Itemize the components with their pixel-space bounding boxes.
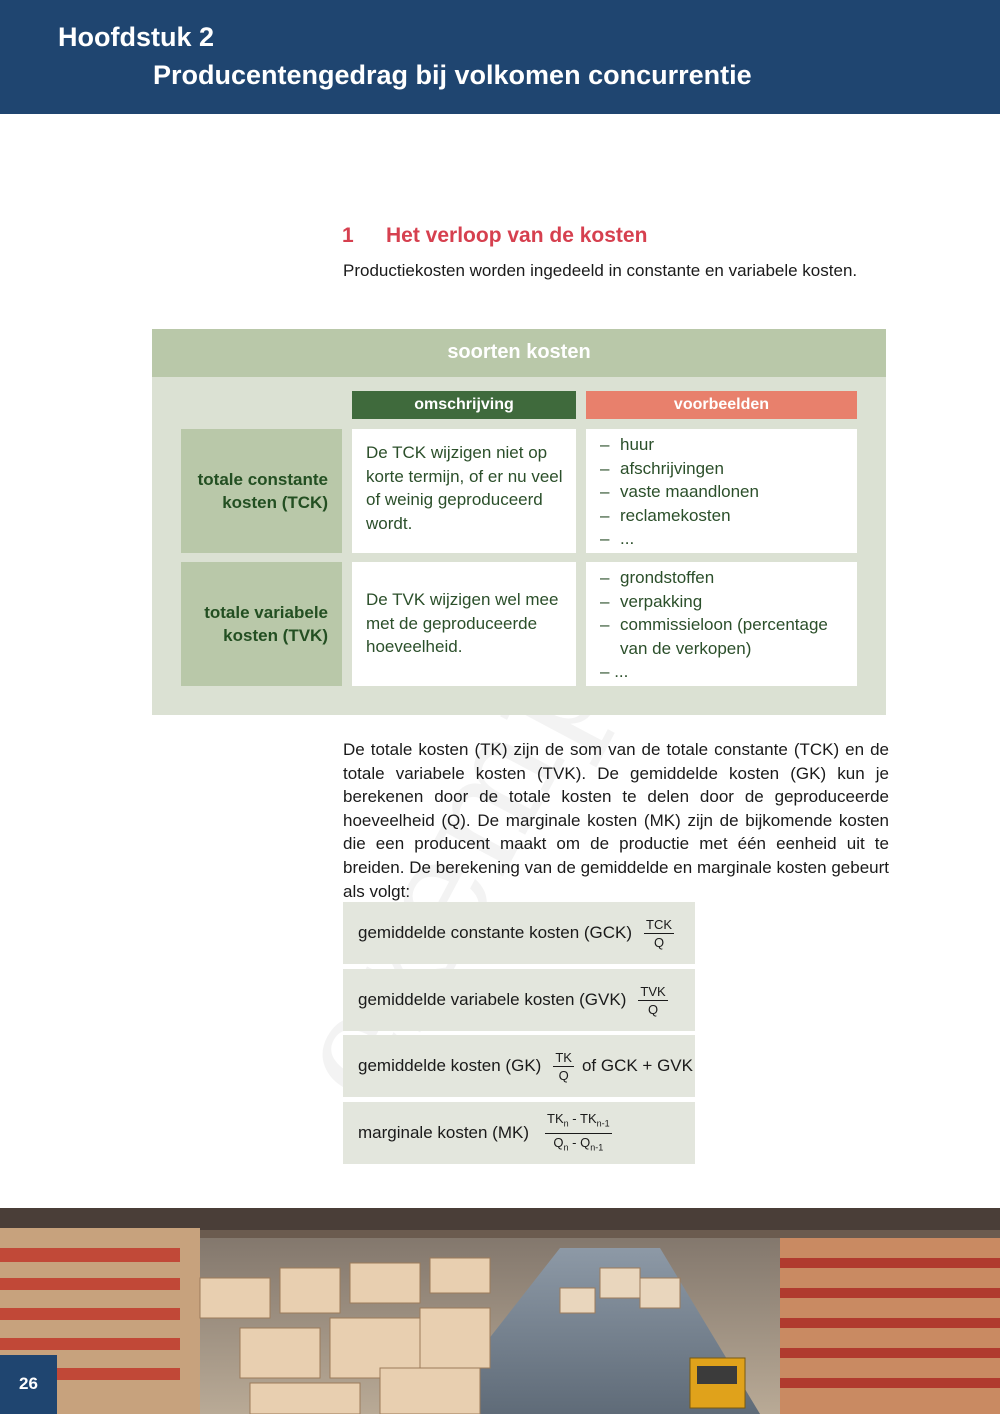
minus-sign: - bbox=[572, 1134, 577, 1150]
formula-label: marginale kosten (MK) bbox=[358, 1123, 530, 1142]
fraction bbox=[638, 984, 667, 1017]
formula-label: gemiddelde constante kosten (GCK) bbox=[358, 923, 633, 942]
term: Q bbox=[553, 1134, 564, 1150]
term: TK bbox=[580, 1110, 597, 1126]
fraction-numerator: TCK bbox=[646, 916, 673, 932]
list-item: – verpakking bbox=[600, 590, 849, 614]
body-paragraph: De totale kosten (TK) zijn de som van de totale constante (TCK) en de totale variabele kosten (TVK). De gemiddelde kosten (GK) kun je berekenen door de totale kosten te delen door de geproduceerde hoeveelheid (Q). De marginale kosten (MK) zijn de bijkomende kosten die een producent maakt om de productie met één eenheid uit te breiden. De berekening van de gemiddelde en marginale kosten gebeurt als volgt: bbox=[343, 740, 889, 901]
description-constant-costs: De TCK wijzigen niet op korte termijn, of er nu veel of weinig geproduceerd wordt. bbox=[352, 429, 576, 553]
row-label-line: kosten (TVK) bbox=[223, 626, 328, 645]
fraction-numerator bbox=[545, 1111, 612, 1134]
fraction bbox=[644, 917, 674, 950]
term: TK bbox=[547, 1110, 564, 1126]
row-label-line: totale variabele bbox=[204, 603, 328, 622]
section-title: Het verloop van de kosten bbox=[386, 224, 648, 247]
subscript: n bbox=[563, 1118, 569, 1129]
formula-label: gemiddelde kosten (GK) bbox=[358, 1056, 542, 1075]
warehouse-photo bbox=[0, 1208, 1000, 1414]
description-variable-costs: De TVK wijzigen wel mee met de geproduceerde hoeveelheid. bbox=[352, 562, 576, 686]
list-item: – ... bbox=[600, 527, 849, 551]
examples-variable-costs bbox=[586, 562, 857, 686]
chapter-number: Hoofdstuk 2 bbox=[58, 22, 215, 52]
formula-gvk bbox=[343, 969, 695, 1031]
fraction-denominator: Q bbox=[647, 1001, 659, 1017]
column-header-examples: voorbeelden bbox=[586, 391, 857, 419]
formula-alternative: of GCK + GVK bbox=[581, 1056, 693, 1075]
chapter-title: Producentengedrag bij volkomen concurrentie bbox=[153, 60, 752, 90]
list-item-text: ... bbox=[614, 662, 629, 681]
table-title: soorten kosten bbox=[152, 329, 886, 377]
fraction-numerator: TK bbox=[555, 1049, 572, 1065]
fraction-denominator: Q bbox=[558, 1067, 569, 1083]
minus-sign: - bbox=[572, 1110, 577, 1126]
subscript: n bbox=[563, 1142, 569, 1153]
row-label-constant-costs bbox=[181, 429, 342, 553]
formula-label: gemiddelde variabele kosten (GVK) bbox=[358, 990, 627, 1009]
row-label-line: totale constante bbox=[197, 470, 328, 489]
cost-types-table bbox=[152, 329, 886, 715]
column-header-description: omschrijving bbox=[352, 391, 576, 419]
list-item: – commissieloon (percentage van de verkopen) bbox=[600, 613, 849, 660]
list-item: – afschrijvingen bbox=[600, 457, 849, 481]
section-number: 1 bbox=[342, 224, 354, 247]
warehouse-illustration bbox=[0, 1208, 1000, 1414]
formula-mk bbox=[343, 1102, 695, 1164]
list-item: – grondstoffen bbox=[600, 566, 849, 590]
section-intro: Productiekosten worden ingedeeld in constante en variabele kosten. bbox=[343, 261, 858, 280]
row-label-variable-costs bbox=[181, 562, 342, 686]
page-number: 26 bbox=[0, 1355, 57, 1414]
fraction-denominator bbox=[553, 1134, 603, 1156]
list-item: – vaste maandlonen bbox=[600, 480, 849, 504]
term: Q bbox=[580, 1134, 591, 1150]
row-label-line: kosten (TCK) bbox=[222, 493, 328, 512]
formula-gk bbox=[343, 1035, 695, 1097]
chapter-header bbox=[0, 0, 1000, 114]
fraction bbox=[545, 1111, 612, 1155]
fraction bbox=[553, 1050, 574, 1083]
list-item: – ... bbox=[600, 662, 629, 681]
formula-gck bbox=[343, 902, 695, 964]
fraction-denominator: Q bbox=[653, 934, 665, 950]
list-item: – reclamekosten bbox=[600, 504, 849, 528]
list-item: – huur bbox=[600, 433, 849, 457]
fraction-numerator: TVK bbox=[640, 983, 666, 999]
examples-constant-costs bbox=[586, 429, 857, 553]
subscript: n-1 bbox=[596, 1118, 610, 1129]
subscript: n-1 bbox=[590, 1142, 604, 1153]
